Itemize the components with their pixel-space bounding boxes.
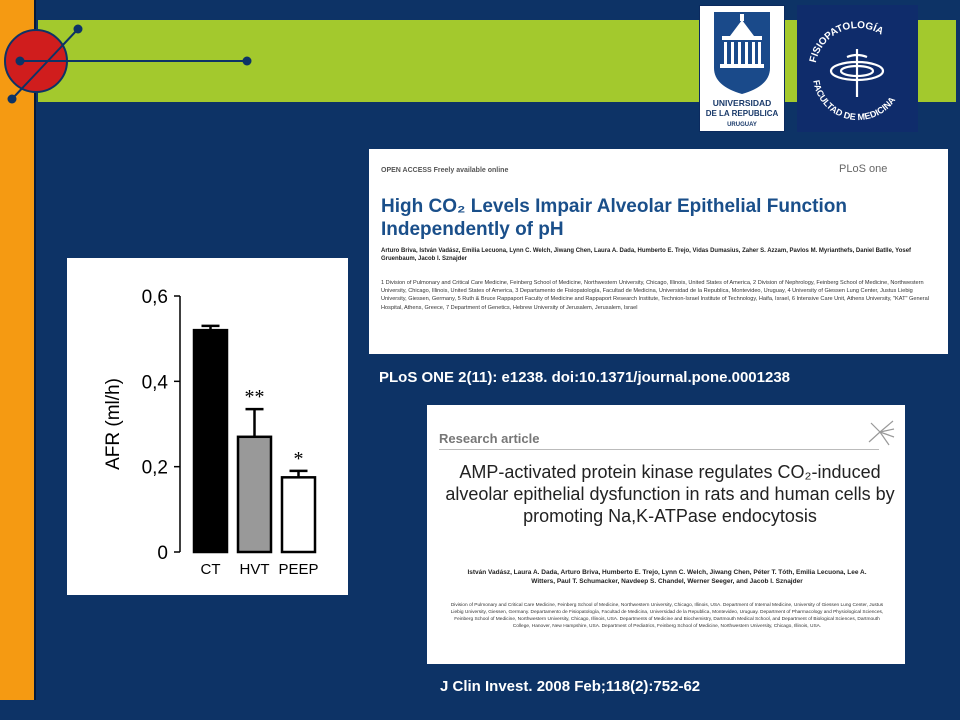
bar-peep xyxy=(282,477,315,552)
udelar-line-2: DE LA REPUBLICA xyxy=(705,109,779,118)
y-tick-label: 0,6 xyxy=(141,287,168,308)
university-building-icon xyxy=(700,6,784,131)
paper2-title: AMP-activated protein kinase regulates CO₂-induced alveolar epithelial dysfunction in rats and human cells by promoting Na,K-ATPase endocytosis xyxy=(445,462,895,526)
bar-hvt xyxy=(238,437,271,552)
universidad-logo xyxy=(699,5,785,132)
chart-svg xyxy=(67,258,348,595)
paper2-affiliations: Division of Pulmonary and Critical Care Medicine, Feinberg School of Medicine, Northwestern University, Chicago, Illinois, USA. Department of Internal Medicine, University of Giessen Lung Center, Justus Liebig University, Giessen, Germany. Departamento de Fisiopatología, Facultad de Medicina, Universidad de la Republica, Montevideo, Uruguay. Department of Pharmacology and Physiological Sciences, Feinberg School of Medicine, Northwestern University, Chicago, Illinois, USA. Departments of Medicine and Biochemistry, Dartmouth Medical School, and Department of Biological Sciences, Dartmouth College, Hanover, New Hampshire, USA. Department of Pediatrics, Feinberg School of Medicine, Northwestern University, Chicago, Illinois, USA. xyxy=(450,603,884,629)
paper-jci xyxy=(427,405,905,664)
bar-ct xyxy=(194,330,227,552)
paper2-citation: J Clin Invest. 2008 Feb;118(2):752-62 xyxy=(440,678,701,695)
fisio-bottom-text: FACULTAD DE MEDICINA xyxy=(811,79,898,123)
afr-bar-chart xyxy=(67,258,348,595)
fisiopatologia-logo xyxy=(797,5,918,132)
decorative-circle-graphic xyxy=(0,0,260,110)
paper1-title: High CO₂ Levels Impair Alveolar Epithelial Function Independently of pH xyxy=(381,196,847,240)
significance-marker: * xyxy=(293,447,304,470)
y-tick-label: 0,2 xyxy=(141,457,168,479)
udelar-line-3: URUGUAY xyxy=(727,122,757,128)
plos-one-logo: PLoS one xyxy=(839,163,888,175)
paper1-affiliations: 1 Division of Pulmonary and Critical Care Medicine, Feinberg School of Medicine, Northwestern University, Chicago, Illinois, United States of America, 2 Division of Nephrology, Feinberg School of Medicine, Northwestern University, Chicago, Illinois, United States of America, 3 Departamento de Fisiopatología, Facultad de Medicina, Universidad de la Republica, Montevideo, Uruguay, 4 University of Giessen Lung Center, Justus Liebig University, Giessen, Germany, 5 Ruth & Bruce Rappaport Faculty of Medicine and Rappaport Research Institute, Technion-Israel Institute of Technology, Haifa, Israel, 6 Intensive Care Unit, Athens University, "KAT" General Hospital, Athens, Greece, 7 Department of Genetics, Hebrew University of Jerusalem, Jerusalem, Israel xyxy=(381,280,929,311)
x-category-label: CT xyxy=(200,561,221,578)
divider xyxy=(439,449,879,450)
y-tick-label: 0,4 xyxy=(141,372,168,394)
y-axis-label: AFR (ml/h) xyxy=(103,378,124,470)
udelar-line-1: UNIVERSIDAD xyxy=(712,98,772,108)
fisio-top-text: FISIOPATOLOGÍA xyxy=(807,19,886,64)
y-tick-label: 0 xyxy=(157,543,168,564)
significance-marker: ** xyxy=(244,386,265,409)
paper-plos-one xyxy=(369,149,948,354)
open-access-label: OPEN ACCESS Freely available online xyxy=(381,167,509,174)
paper1-citation: PLoS ONE 2(11): e1238. doi:10.1371/journal.pone.0001238 xyxy=(379,369,791,386)
x-category-label: PEEP xyxy=(278,561,319,578)
paper2-authors: István Vadász, Laura A. Dada, Arturo Briva, Humberto E. Trejo, Lynn C. Welch, Jiwang Chen, Péter T. Tóth, Emilia Lecuona, Lee A. Witters, Paul T. Schumacker, Navdeep S. Chandel, Werner Seeger, and Jacob I. Sznajder xyxy=(467,569,867,585)
fisiopatologia-seal-icon xyxy=(797,5,918,132)
x-category-label: HVT xyxy=(239,561,270,578)
jci-burst-icon xyxy=(865,417,895,447)
research-article-label: Research article xyxy=(439,431,540,446)
paper1-authors: Arturo Briva, István Vadász, Emilia Lecuona, Lynn C. Welch, Jiwang Chen, Laura A. Dada, Humberto E. Trejo, Vidas Dumasius, Zaher S. Azzam, Pavlos M. Myrianthefs, Daniel Batlle, Yosef Gruenbaum, Jacob I. Sznajder xyxy=(381,248,912,262)
